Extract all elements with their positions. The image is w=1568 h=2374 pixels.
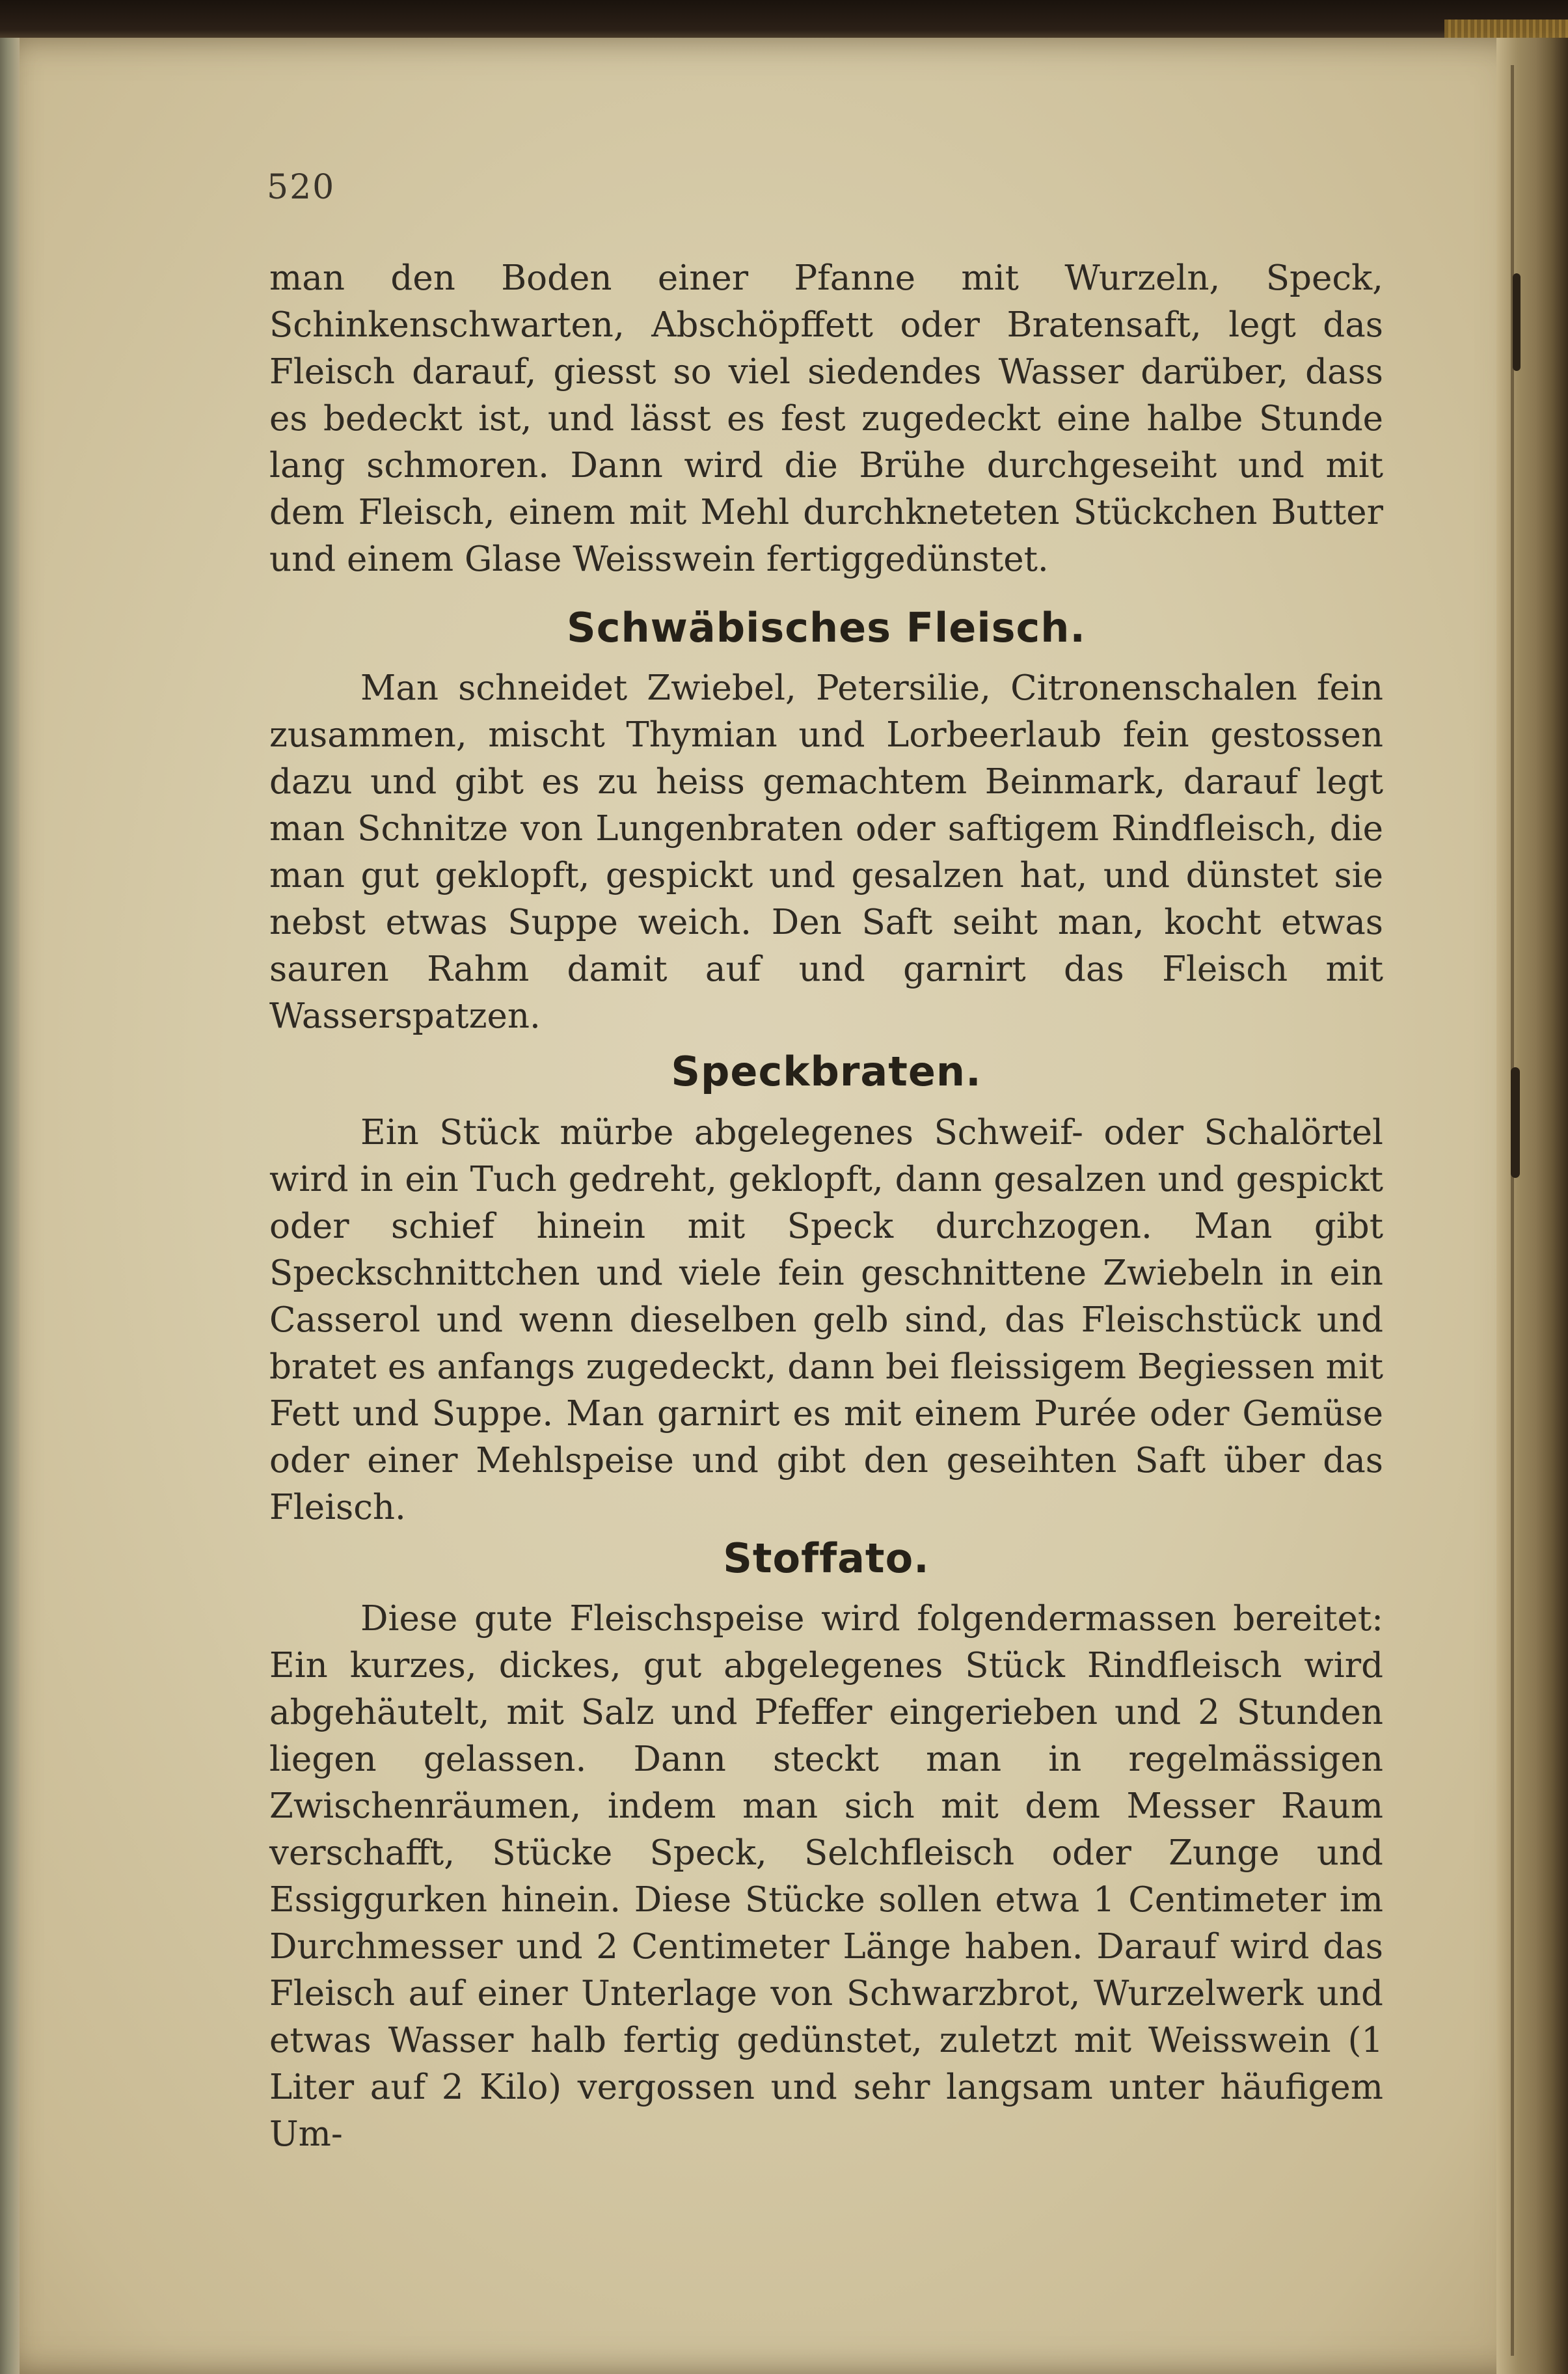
section-body-speckbraten: Ein Stück mürbe abgelegenes Schweif- oder Schalörtel wird in ein Tuch gedreht, geklopft, dann gesalzen und gespickt oder schief hinein mit Speck durchzogen. Man gibt Speckschnittchen und viele fein geschnittene Zwiebeln in ein Casserol und wenn dieselben gelb sind, das Fleischstück und bratet es anfangs zugedeckt, dann bei fleissigem Begiessen mit Fett und Suppe. Man garnirt es mit einem Purée oder Gemüse oder einer Mehlspeise und gibt den geseihten Saft über das Fleisch. — [269, 1113, 1383, 1527]
book-spine-edge — [1444, 20, 1568, 39]
binding-mark — [1513, 273, 1521, 371]
book-top-edge — [0, 0, 1568, 43]
book-gutter — [1496, 38, 1568, 2374]
section-title-stoffato: Stoffato. — [723, 1535, 930, 1582]
continuation-paragraph: man den Boden einer Pfanne mit Wurzeln, Speck, Schinkenschwarten, Abschöpffett oder Bratensaft, legt das Fleisch darauf, giesst so viel siedendes Wasser darüber, dass es bedeckt ist, und lässt es fest zugedeckt eine halbe Stunde lang schmoren. Dann wird die Brühe durchgeseiht und mit dem Fleisch, einem mit Mehl durchkneteten Stückchen Butter und einem Glase Weisswein fertiggedünstet. — [269, 258, 1383, 579]
page-number: 520 — [267, 168, 336, 207]
gutter-fold-line — [1511, 65, 1514, 2356]
section-body-stoffato: Diese gute Fleischspeise wird folgendermassen bereitet: Ein kurzes, dickes, gut abgelegenes Stück Rindfleisch wird abgehäutelt, mit Salz und Pfeffer eingerieben und 2 Stunden liegen gelassen. Dann steckt man in regelmässigen Zwischenräumen, indem man sich mit dem Messer Raum verschafft, Stücke Speck, Selchfleisch oder Zunge und Essiggurken hinein. Diese Stücke sollen etwa 1 Centimeter im Durchmesser und 2 Centimeter Länge haben. Darauf wird das Fleisch auf einer Unterlage von Schwarzbrot, Wurzelwerk und etwas Wasser halb fertig gedünstet, zuletzt mit Weisswein (1 Liter auf 2 Kilo) vergossen und sehr langsam unter häufigem Um- — [269, 1599, 1383, 2154]
section-title-schwaebisches-fleisch: Schwäbisches Fleisch. — [567, 604, 1086, 651]
page-left-edge — [0, 38, 20, 2374]
section-body-schwaebisches-fleisch: Man schneidet Zwiebel, Petersilie, Citronenschalen fein zusammen, mischt Thymian und Lorbeerlaub fein gestossen dazu und gibt es zu heiss gemachtem Beinmark, darauf legt man Schnitze von Lungenbraten oder saftigem Rindfleisch, die man gut geklopft, gespickt und gesalzen hat, und dünstet sie nebst etwas Suppe weich. Den Saft seiht man, kocht etwas sauren Rahm damit auf und garnirt das Fleisch mit Wasserspatzen. — [269, 668, 1383, 1036]
binding-mark — [1511, 1067, 1520, 1178]
section-title-speckbraten: Speckbraten. — [671, 1048, 982, 1095]
